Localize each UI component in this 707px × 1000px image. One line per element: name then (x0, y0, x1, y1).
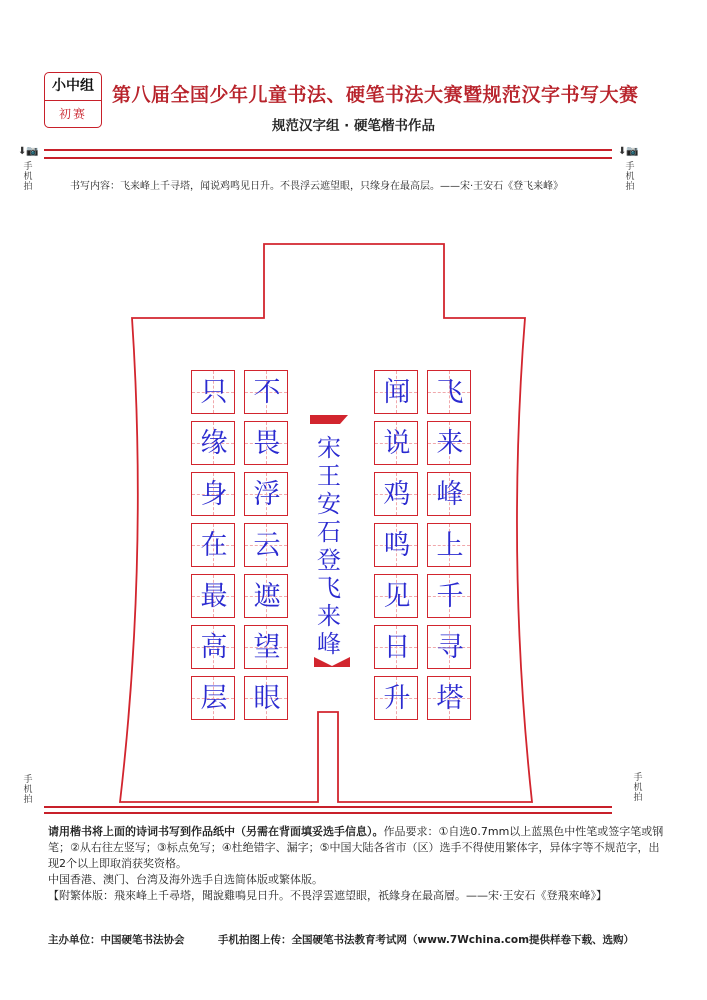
poem-character: 寻 (436, 632, 464, 663)
poem-character: 缘 (200, 428, 228, 459)
poem-character: 身 (200, 479, 228, 510)
grid-cell (244, 523, 288, 567)
instructions-lead: 请用楷书将上面的诗词书写到作品纸中（另需在背面填妥选手信息）。 (48, 825, 384, 838)
contest-title: 第八届全国少年儿童书法、硬笔书法大赛暨规范汉字书写大赛 (112, 84, 639, 106)
grid-cell (191, 370, 235, 414)
poem-character: 浮 (253, 479, 281, 510)
grid-cell (191, 625, 235, 669)
instructions-block (48, 824, 668, 904)
footer-rule-bottom (44, 812, 612, 814)
grid-cell (427, 472, 471, 516)
grid-cell (191, 676, 235, 720)
grid-cell (191, 523, 235, 567)
phone-shoot-label: 手机拍 (625, 162, 635, 192)
organizer-text: 主办单位：中国硬笔书法协会 (48, 934, 185, 946)
poem-character: 层 (200, 683, 228, 714)
title-character: 峰 (317, 630, 341, 658)
camera-icon: ⬇📷 (618, 146, 639, 157)
poem-character: 望 (253, 632, 281, 663)
grid-cell (374, 472, 418, 516)
grid-cell (427, 421, 471, 465)
phone-shoot-label: 手机拍 (633, 773, 643, 803)
grid-cell (374, 370, 418, 414)
badge-group-label: 小中组 (45, 73, 101, 101)
poem-character: 最 (200, 581, 228, 612)
poem-character: 千 (436, 581, 464, 612)
poem-character: 塔 (436, 683, 464, 714)
instructions-traditional: 【附繁体版：飛來峰上千尋塔，聞說雞鳴見日升。不畏浮雲遮望眼，祇緣身在最高層。——宋·王安石《登飛來峰》】 (48, 889, 607, 902)
poem-character: 高 (200, 632, 228, 663)
grid-cell (427, 676, 471, 720)
phone-shoot-label: 手机拍 (23, 775, 33, 805)
poem-character: 峰 (436, 479, 464, 510)
badge-round-label: 初赛 (58, 107, 87, 121)
poem-character: 飞 (436, 377, 464, 408)
poem-character: 说 (383, 428, 411, 459)
grid-cell (427, 370, 471, 414)
poem-character: 在 (200, 530, 228, 561)
grid-cell (374, 523, 418, 567)
title-character: 来 (317, 602, 341, 630)
poem-author-title (311, 420, 347, 670)
poem-character: 云 (253, 530, 281, 561)
title-character: 安 (317, 490, 341, 518)
title-character: 石 (317, 518, 341, 546)
poem-character: 见 (383, 581, 411, 612)
grid-cell (244, 472, 288, 516)
upload-info-text: 手机拍图上传：全国硬笔书法教育考试网（www.7Wchina.com提供样卷下载、选购） (218, 934, 635, 946)
contest-subtitle: 规范汉字组 · 硬笔楷书作品 (271, 118, 436, 134)
grid-cell (427, 625, 471, 669)
grid-cell (191, 421, 235, 465)
poem-character: 畏 (253, 428, 281, 459)
grid-cell (244, 574, 288, 618)
poem-character: 眼 (253, 683, 281, 714)
poem-character: 鸣 (383, 530, 411, 561)
grid-cell (374, 676, 418, 720)
poem-character: 遮 (253, 581, 281, 612)
poem-character: 日 (383, 632, 411, 663)
grid-cell (191, 574, 235, 618)
grid-cell (244, 625, 288, 669)
footer-rule-top (44, 806, 612, 808)
grid-cell (427, 574, 471, 618)
grid-cell (244, 676, 288, 720)
grid-cell (374, 625, 418, 669)
poem-character: 上 (436, 530, 464, 561)
instructions-requirements: 作品要求：①自选0.7mm以上蓝黑色中性笔或签字笔或钢笔；②从右往左竖写；③标点免写；④杜绝错字、漏字；⑤中国大陆各省市（区）选手不得使用繁体字，异体字等不规范字，出现2个以上即取消获奖资格。 (48, 825, 664, 870)
title-character: 王 (317, 462, 341, 490)
poem-character: 只 (200, 377, 228, 408)
grid-cell (427, 523, 471, 567)
title-character: 宋 (317, 434, 341, 462)
poem-character: 闻 (383, 377, 411, 408)
poem-character: 升 (383, 683, 411, 714)
poem-character: 不 (253, 377, 281, 408)
grid-cell (374, 574, 418, 618)
title-character: 登 (317, 546, 341, 574)
grid-cell (244, 421, 288, 465)
phone-shoot-label: 手机拍 (23, 162, 33, 192)
instructions-overseas: 中国香港、澳门、台湾及海外选手自选简体版或繁体版。 (48, 873, 323, 886)
poem-character: 鸡 (383, 479, 411, 510)
title-character: 飞 (317, 574, 341, 602)
writing-content: 书写内容：飞来峰上千寻塔，闻说鸡鸣见日升。不畏浮云遮望眼，只缘身在最高层。——宋·王安石《登飞来峰》 (70, 181, 564, 192)
poem-character: 来 (436, 428, 464, 459)
grid-cell (374, 421, 418, 465)
grid-cell (244, 370, 288, 414)
grid-cell (191, 472, 235, 516)
camera-icon: ⬇📷 (18, 146, 39, 157)
